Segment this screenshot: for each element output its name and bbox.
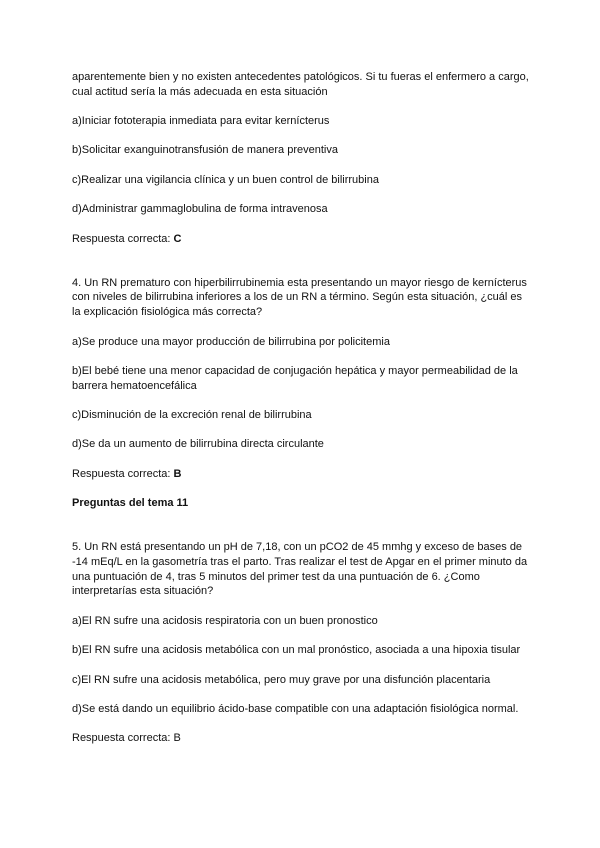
- question-4-answer: [72, 467, 532, 482]
- question-4-option-d: d)Se da un aumento de bilirrubina directa circulante: [72, 438, 324, 451]
- question-5-stem: 5. Un RN está presentando un pH de 7,18, con un pCO2 de 45 mmhg y exceso de bases de -14 mEq/L en la gasometría tras el parto. Tras realizar el test de Apgar en el primer minuto da una puntuación de 4, tras 5 minutos del primer test da una puntuación de 6. ¿Como interpretarías esta situación?: [72, 541, 528, 598]
- question-3-option-d: d)Administrar gammaglobulina de forma intravenosa: [72, 203, 328, 216]
- question-5-option-c: c)El RN sufre una acidosis metabólica, pero muy grave por una disfunción placentaria: [72, 673, 491, 686]
- question-4-stem: 4. Un RN prematuro con hiperbilirrubinemia esta presentando un mayor riesgo de kernícterus con niveles de bilirrubina inferiores a los de un RN a término. Según esta situación, ¿cuál es la explicación fisiológica más correcta?: [72, 276, 527, 319]
- question-3-option-c: c)Realizar una vigilancia clínica y un buen control de bilirrubina: [72, 173, 379, 186]
- question-5-option-b: b)El RN sufre una acidosis metabólica con un mal pronóstico, asociada a una hipoxia tisular: [72, 644, 521, 657]
- question-4-option-a: a)Se produce una mayor producción de bilirrubina por policitemia: [72, 335, 390, 348]
- spacer: [72, 526, 532, 541]
- question-3-answer-label: Respuesta correcta:: [72, 232, 174, 245]
- question-5-option-d: d)Se está dando un equilibrio ácido-base compatible con una adaptación fisiológica normal.: [72, 702, 519, 715]
- document-page: [72, 70, 532, 761]
- question-5-answer: Respuesta correcta: B: [72, 732, 181, 745]
- spacer: [72, 261, 532, 276]
- question-4-option-c: c)Disminución de la excreción renal de bilirrubina: [72, 409, 312, 422]
- section-title: Preguntas del tema 11: [72, 497, 189, 510]
- question-3-stem-continuation: aparentemente bien y no existen antecedentes patológicos. Si tu fueras el enfermero a cargo, cual actitud sería la más adecuada en esta situación: [72, 71, 529, 98]
- question-3-option-a: a)Iniciar fototerapia inmediata para evitar kernícterus: [72, 115, 330, 128]
- question-3-option-b: b)Solicitar exanguinotransfusión de manera preventiva: [72, 144, 338, 157]
- question-4-answer-label: Respuesta correcta:: [72, 467, 174, 480]
- question-3-answer-value: C: [173, 232, 182, 245]
- question-5-option-a: a)El RN sufre una acidosis respiratoria con un buen pronostico: [72, 614, 378, 627]
- question-4-answer-value: B: [173, 467, 182, 480]
- question-3-answer: [72, 232, 532, 247]
- question-4-option-b: b)El bebé tiene una menor capacidad de conjugación hepática y mayor permeabilidad de la barrera hematoencefálica: [72, 364, 518, 392]
